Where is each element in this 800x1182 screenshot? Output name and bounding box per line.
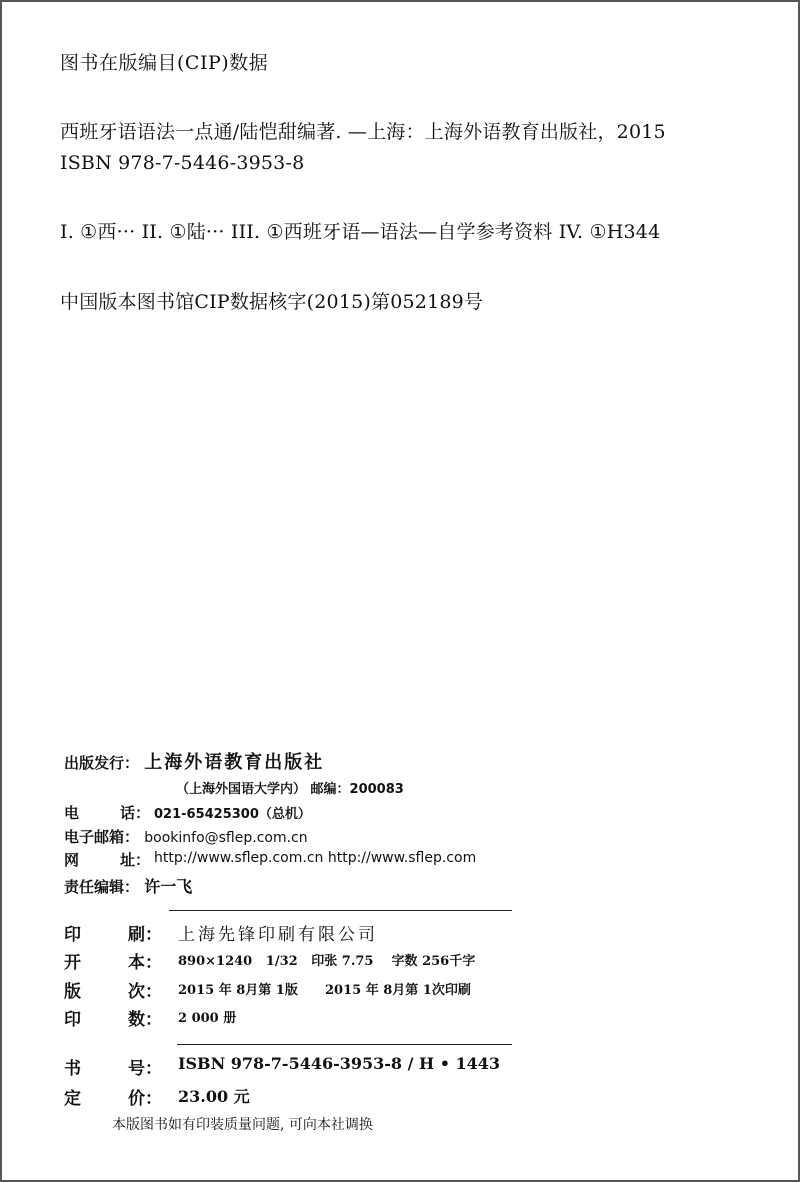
publisher-row <box>64 748 324 774</box>
price-label-b: 价： <box>128 1089 162 1109</box>
book-number-label-b: 号： <box>128 1059 162 1079</box>
publisher-label: 出版发行： <box>64 754 140 772</box>
website-label-a: 网 <box>64 851 80 869</box>
format-label-b: 本： <box>128 953 162 973</box>
website-label-b: 址： <box>120 851 151 869</box>
email-row <box>64 826 564 847</box>
cip-number-line: 中国版本图书馆CIP数据核字(2015)第052189号 <box>60 291 484 313</box>
phone-label-b: 话： <box>120 804 151 822</box>
print-run-label-a: 印 <box>64 1010 81 1030</box>
print-run-value: 2 000 册 <box>178 1011 237 1026</box>
book-number-value: ISBN 978-7-5446-3953-8 / H • 1443 <box>178 1054 501 1073</box>
cip-title-line: 西班牙语语法一点通/陆恺甜编著. —上海：上海外语教育出版社，2015 <box>60 121 666 143</box>
publisher-name: 上海外语教育出版社 <box>144 752 325 773</box>
book-number-label-a: 书 <box>64 1059 81 1079</box>
price-value: 23.00 元 <box>178 1087 250 1106</box>
divider-top <box>169 910 512 911</box>
email-label: 电子邮箱： <box>64 828 140 846</box>
phone-value: 021-65425300（总机） <box>154 807 311 822</box>
printer-label-b: 刷： <box>128 925 162 945</box>
editor-row <box>64 874 192 897</box>
format-value: 890×1240 1/32 印张 7.75 字数 256千字 <box>178 954 476 969</box>
cip-classification-line: I. ①西··· II. ①陆··· III. ①西班牙语—语法—自学参考资料 IV. ①H344 <box>60 221 661 243</box>
cip-heading: 图书在版编目(CIP)数据 <box>60 52 269 74</box>
print-run-label-b: 数： <box>128 1010 162 1030</box>
phone-label-a: 电 <box>64 804 80 822</box>
quality-notice: 本版图书如有印装质量问题, 可向本社调换 <box>112 1117 373 1133</box>
editor-value: 许一飞 <box>144 877 193 896</box>
edition-label-a: 版 <box>64 982 81 1002</box>
divider-bottom <box>177 1044 512 1045</box>
website-value: http://www.sflep.com.cn http://www.sflep.com <box>154 850 477 866</box>
printer-label-a: 印 <box>64 925 81 945</box>
publisher-address: （上海外国语大学内） 邮编：200083 <box>176 782 404 797</box>
printer-value: 上海先锋印刷有限公司 <box>178 925 378 945</box>
edition-label-b: 次： <box>128 982 162 1002</box>
cip-isbn-line: ISBN 978-7-5446-3953-8 <box>60 152 305 174</box>
editor-label: 责任编辑： <box>64 878 140 896</box>
price-label-a: 定 <box>64 1089 81 1109</box>
edition-value: 2015 年 8月第 1版 2015 年 8月第 1次印刷 <box>178 983 471 998</box>
format-label-a: 开 <box>64 953 81 973</box>
email-value: bookinfo@sflep.com.cn <box>144 830 308 846</box>
